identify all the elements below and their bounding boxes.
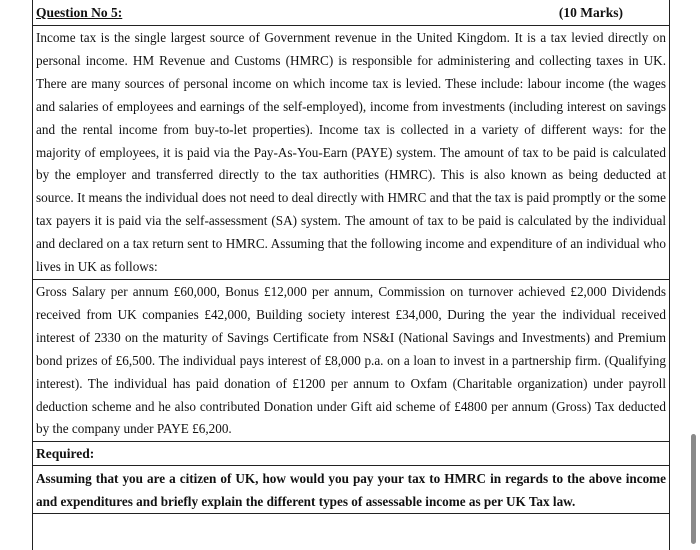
- question-marks: (10 Marks): [558, 5, 623, 20]
- question-title: Question No 5:: [36, 5, 123, 20]
- details-paragraph: Gross Salary per annum £60,000, Bonus £12,000 per annum, Commission on turnover achieved £2,000 Dividends received from UK companies £42,000, Building society interest £34,000, During the year the individual received interest of 2330 on the maturity of Savings Certificate from NS&I (National Savings and Investments) and Premium bond prizes of £6,500. The individual pays interest of £8,000 p.a. on a loan to invest in a partnership firm. (Qualifying interest). The individual has paid donation of £1200 per annum to Oxfam (Charitable organization) under payroll deduction scheme and he also contributed Donation under Gift aid scheme of £4800 per annum (Gross) Tax deducted by the company under PAYE £6,200.: [33, 280, 669, 442]
- question-document: [32, 0, 670, 550]
- required-heading: Required:: [33, 442, 669, 466]
- vertical-scrollbar[interactable]: [691, 434, 696, 544]
- question-header: [33, 0, 669, 26]
- intro-paragraph: Income tax is the single largest source of Government revenue in the United Kingdom. It is a tax levied directly on personal income. HM Revenue and Customs (HMRC) is responsible for administering and collecting taxes in UK. There are many sources of personal income on which income tax is levied. These include: labour income (the wages and salaries of employees and earnings of the self-employed), income from investments (including interest on savings and the rental income from buy-to-let properties). Income tax is collected in a variety of different ways: for the majority of employees, it is paid via the Pay-As-You-Earn (PAYE) system. The amount of tax to be paid is calculated by the employer and transferred directly to the tax authorities (HMRC). This is also known as being deducted at source. It means the individual does not need to deal directly with HMRC and that the tax is paid promptly or the some tax payers it is paid via the self-assessment (SA) system. The amount of tax to be paid is calculated by the individual and declared on a tax return sent to HMRC. Assuming that the following income and expenditure of an individual who lives in UK as follows:: [33, 26, 669, 280]
- required-text: Assuming that you are a citizen of UK, how would you pay your tax to HMRC in regards to the above income and expenditures and briefly explain the different types of assessable income as per UK Tax law.: [33, 466, 669, 514]
